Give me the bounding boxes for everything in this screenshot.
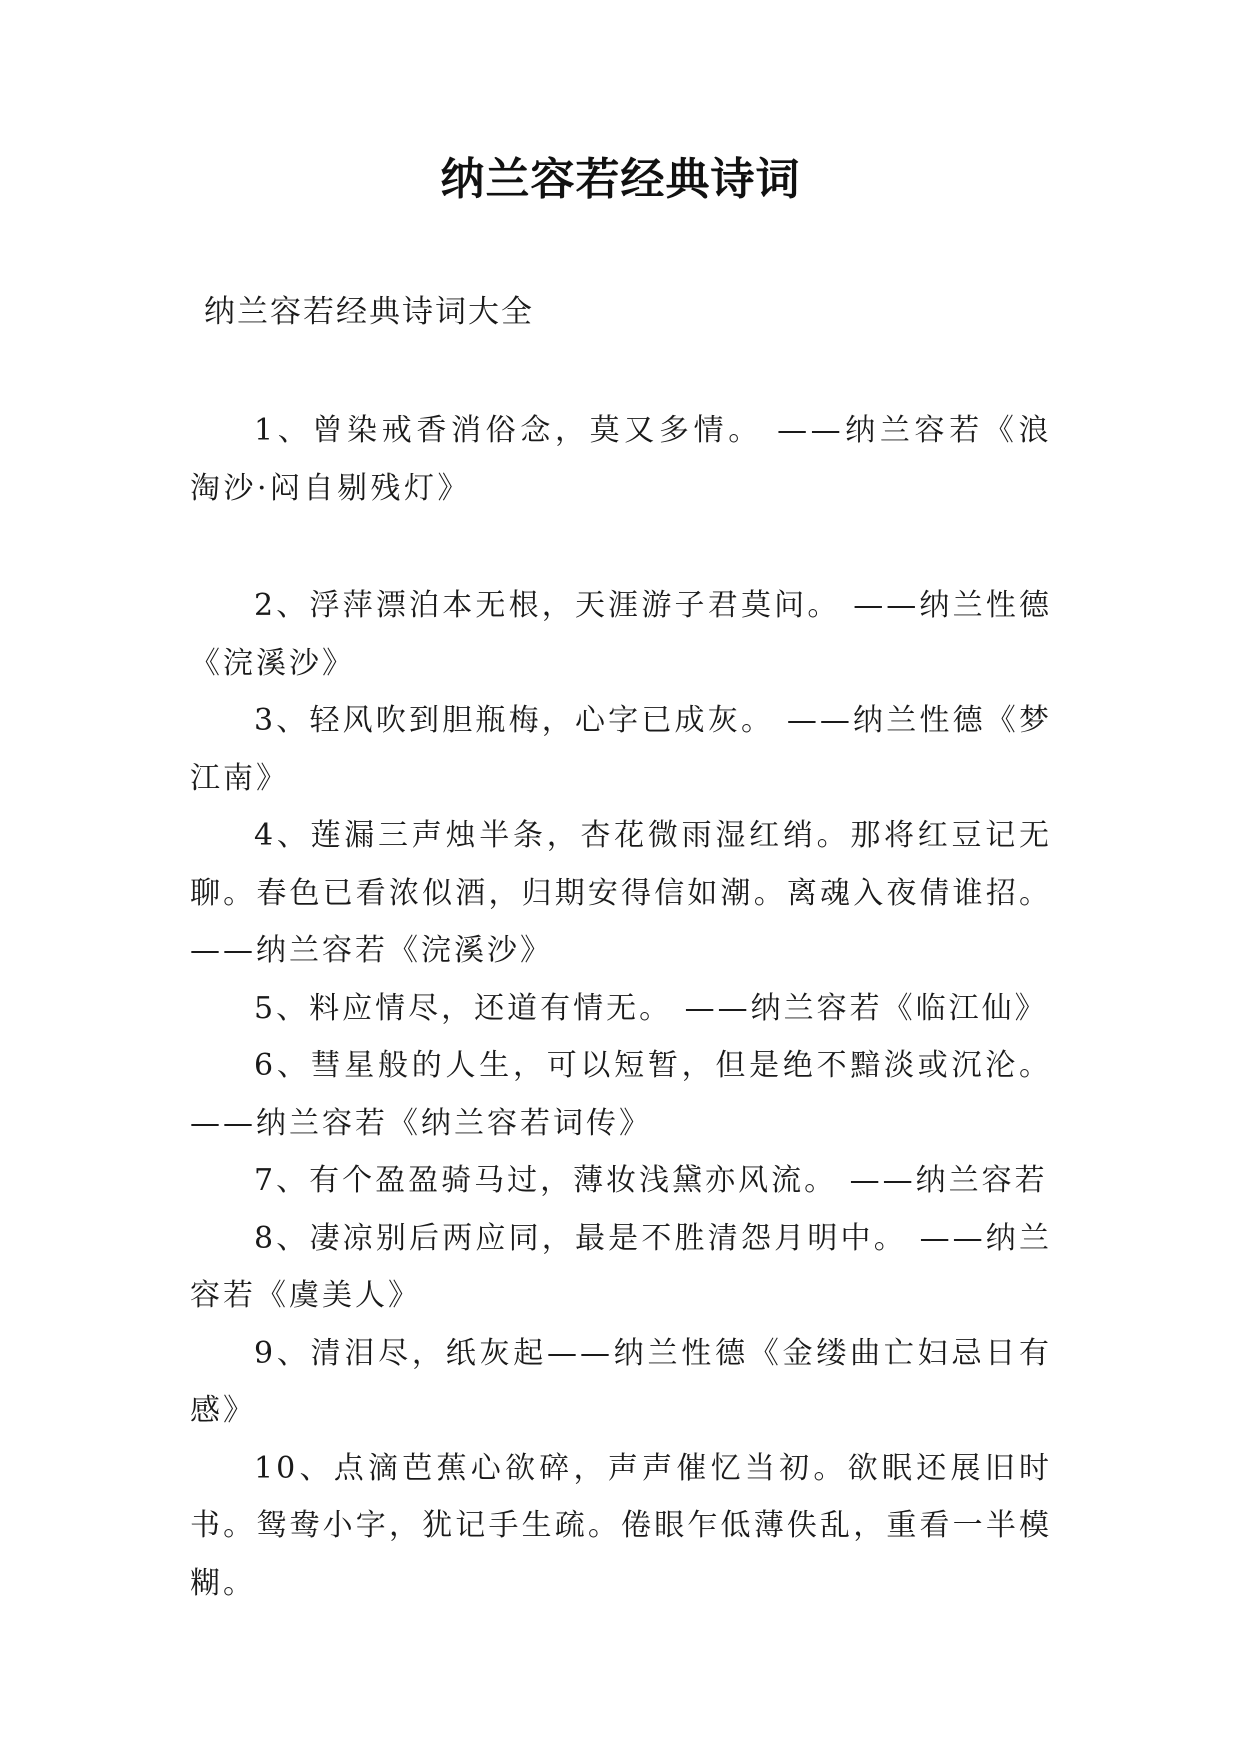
- document-subtitle: 纳兰容若经典诗词大全: [204, 294, 534, 330]
- poem-item-8: 8、凄凉别后两应同，最是不胜清怨月明中。 ——纳兰容若《虞美人》: [190, 1220, 1052, 1313]
- poem-item-5: 5、料应情尽，还道有情无。 ——纳兰容若《临江仙》: [254, 990, 1048, 1026]
- poem-item-3: 3、轻风吹到胆瓶梅，心字已成灰。 ——纳兰性德《梦江南》: [190, 703, 1052, 796]
- paragraph-gap: [190, 517, 1052, 577]
- poem-item-4: 4、莲漏三声烛半条，杏花微雨湿红绡。那将红豆记无聊。春色已看浓似酒，归期安得信如潮。离魂入夜倩谁招。——纳兰容若《浣溪沙》: [190, 818, 1052, 968]
- document-title: 纳兰容若经典诗词: [440, 154, 801, 205]
- poem-item-10: 10、点滴芭蕉心欲碎，声声催忆当初。欲眠还展旧时书。鸳鸯小字，犹记手生疏。倦眼乍低薄佚乱，重看一半模糊。: [190, 1450, 1052, 1601]
- poem-item-2: 2、浮萍漂泊本无根，天涯游子君莫问。 ——纳兰性德《浣溪沙》: [190, 588, 1052, 681]
- poem-list: [190, 402, 1052, 1612]
- poem-item-9: 9、清泪尽，纸灰起——纳兰性德《金缕曲亡妇忌日有感》: [190, 1335, 1052, 1428]
- poem-item-1: 1、曾染戒香消俗念，莫又多情。 ——纳兰容若《浪淘沙·闷自剔残灯》: [190, 413, 1052, 506]
- poem-item-6: 6、彗星般的人生，可以短暂，但是绝不黯淡或沉沦。——纳兰容若《纳兰容若词传》: [190, 1048, 1052, 1141]
- poem-item-7: 7、有个盈盈骑马过，薄妆浅黛亦风流。 ——纳兰容若: [254, 1163, 1048, 1198]
